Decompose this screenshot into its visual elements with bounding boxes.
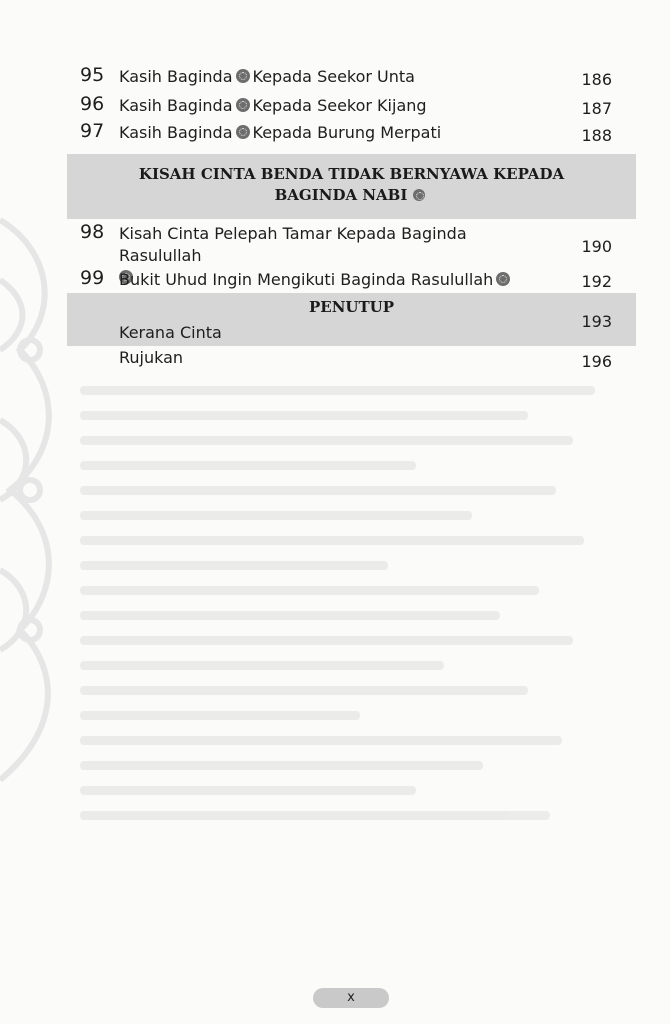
entry-number: 97 <box>80 120 105 142</box>
section-heading-penutup <box>67 293 636 346</box>
entry-title: Kasih Baginda Kepada Seekor Kijang <box>119 96 427 115</box>
entry-title: Kasih Baginda Kepada Burung Merpati <box>119 123 442 142</box>
section-heading-line-1: KISAH CINTA BENDA TIDAK BERNYAWA KEPADA <box>138 165 565 183</box>
entry-title: Kasih Baginda Kepada Seekor Unta <box>119 67 415 86</box>
toc-entry-99[interactable] <box>80 267 612 293</box>
saw-seal-icon <box>236 98 250 112</box>
entry-title: Bukit Uhud Ingin Mengikuti Baginda Rasulullah <box>119 267 612 291</box>
saw-seal-icon <box>413 189 425 201</box>
entry-number: 99 <box>80 267 105 289</box>
floral-ornament-icon <box>0 190 70 810</box>
footer-page-number: x <box>313 988 389 1008</box>
table-of-contents <box>80 64 612 374</box>
page-number: 190 <box>581 237 612 256</box>
page-number: 196 <box>581 352 612 371</box>
toc-entry-96[interactable] <box>80 93 612 120</box>
section-heading-benda <box>67 154 636 219</box>
entry-title[interactable]: Kerana Cinta <box>119 323 222 342</box>
saw-seal-icon <box>236 69 250 83</box>
bleed-through-text <box>80 370 640 970</box>
page-number: 187 <box>581 99 612 118</box>
page-number: 192 <box>581 272 612 291</box>
toc-entry-98[interactable] <box>80 221 612 267</box>
entry-number: 96 <box>80 93 105 115</box>
page-number: 193 <box>581 312 612 331</box>
page-number: 186 <box>581 70 612 89</box>
saw-seal-icon <box>496 272 510 286</box>
toc-entry-95[interactable] <box>80 64 612 93</box>
page-number: 188 <box>581 126 612 145</box>
toc-entry-rujukan[interactable] <box>80 346 612 374</box>
section-heading-line-2: BAGINDA NABI <box>67 185 636 206</box>
section-heading-text: PENUTUP <box>308 298 395 316</box>
saw-seal-icon <box>236 125 250 139</box>
entry-number: 95 <box>80 64 105 86</box>
entry-title: Rujukan <box>119 348 184 367</box>
entry-number: 98 <box>80 221 105 243</box>
entry-title: Kisah Cinta Pelepah Tamar Kepada Baginda Rasulullah <box>119 221 549 289</box>
toc-entry-97[interactable] <box>80 120 612 150</box>
